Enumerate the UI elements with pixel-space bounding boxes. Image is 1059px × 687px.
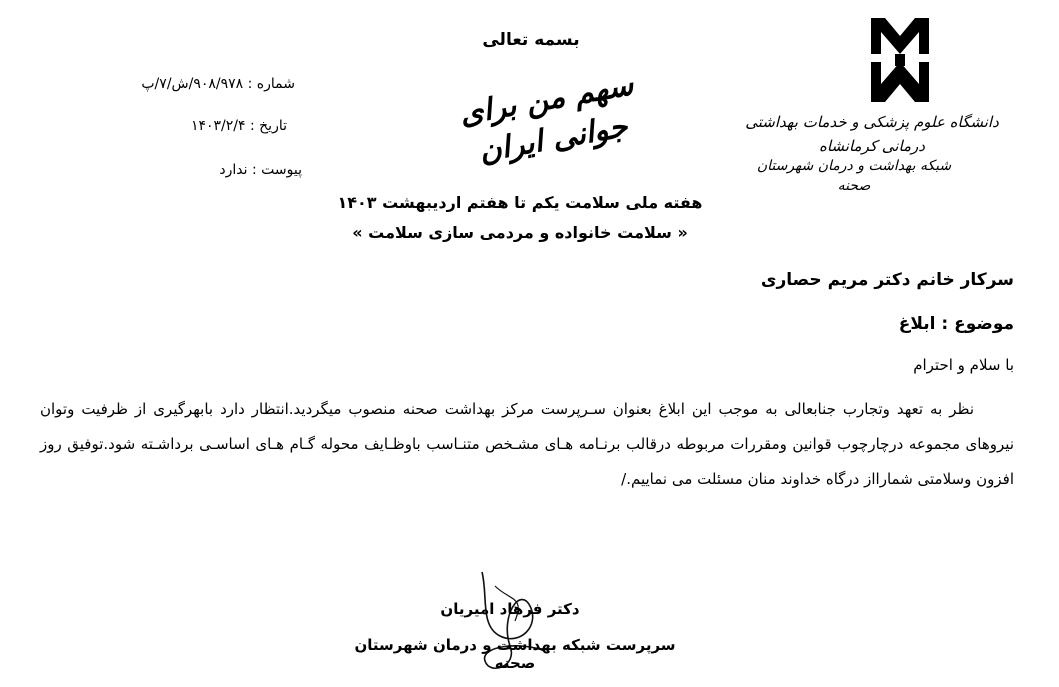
letter-number: شماره : ۹۰۸/۹۷۸/ش/۷/پ	[141, 76, 295, 92]
university-name: دانشگاه علوم پزشکی و خدمات بهداشتی درمانی کرمانشاه	[745, 113, 999, 155]
signer-title: سرپرست شبکه بهداشت و درمان شهرستان صحنه	[354, 636, 676, 672]
health-week-notice	[330, 188, 710, 248]
letter-date: تاریخ : ۱۴۰۳/۲/۴	[190, 118, 287, 134]
letter-attachment: پیوست : ندارد	[219, 162, 302, 178]
network-name: شبکه بهداشت و درمان شهرستان صحنه	[756, 158, 952, 194]
bismillah-heading: بسمه تعالی	[482, 30, 580, 50]
recipient-line: سرکار خانم دکتر مریم حصاری	[760, 270, 1014, 290]
health-week-line-2: « سلامت خانواده و مردمی سازی سلامت »	[352, 223, 688, 242]
slogan-calligraphy: سهم من برای جوانی ایران	[456, 67, 636, 170]
letter-body: نظر به تعهد وتجارب جنابعالی به موجب این ابلاغ بعنوان سـرپرست مرکز بهداشت صحنه منصوب میگردید.انتظار دارد بابهرگیری از ظرفیت وتوان نیروهای مجموعه درچارچوب قوانین ومقررات مربوطه درقالب برنـامه هـای مشـخص متنـاسب باوظـایف محوله گـام هـای اساسـی برداشـته شود.توفیق روز افزون وسلامتی شمارااز درگاه خداوند منان مسئلت می نماییم./	[40, 400, 1014, 488]
signer-name: دکتر فرهاد امیریان	[440, 600, 580, 618]
greeting-line: با سلام و احترام	[913, 356, 1014, 374]
university-logo-icon	[861, 14, 939, 106]
health-week-line-1: هفته ملی سلامت یکم تا هفتم اردیبهشت ۱۴۰۳	[337, 193, 703, 212]
subject-line: موضوع : ابلاغ	[898, 314, 1014, 334]
